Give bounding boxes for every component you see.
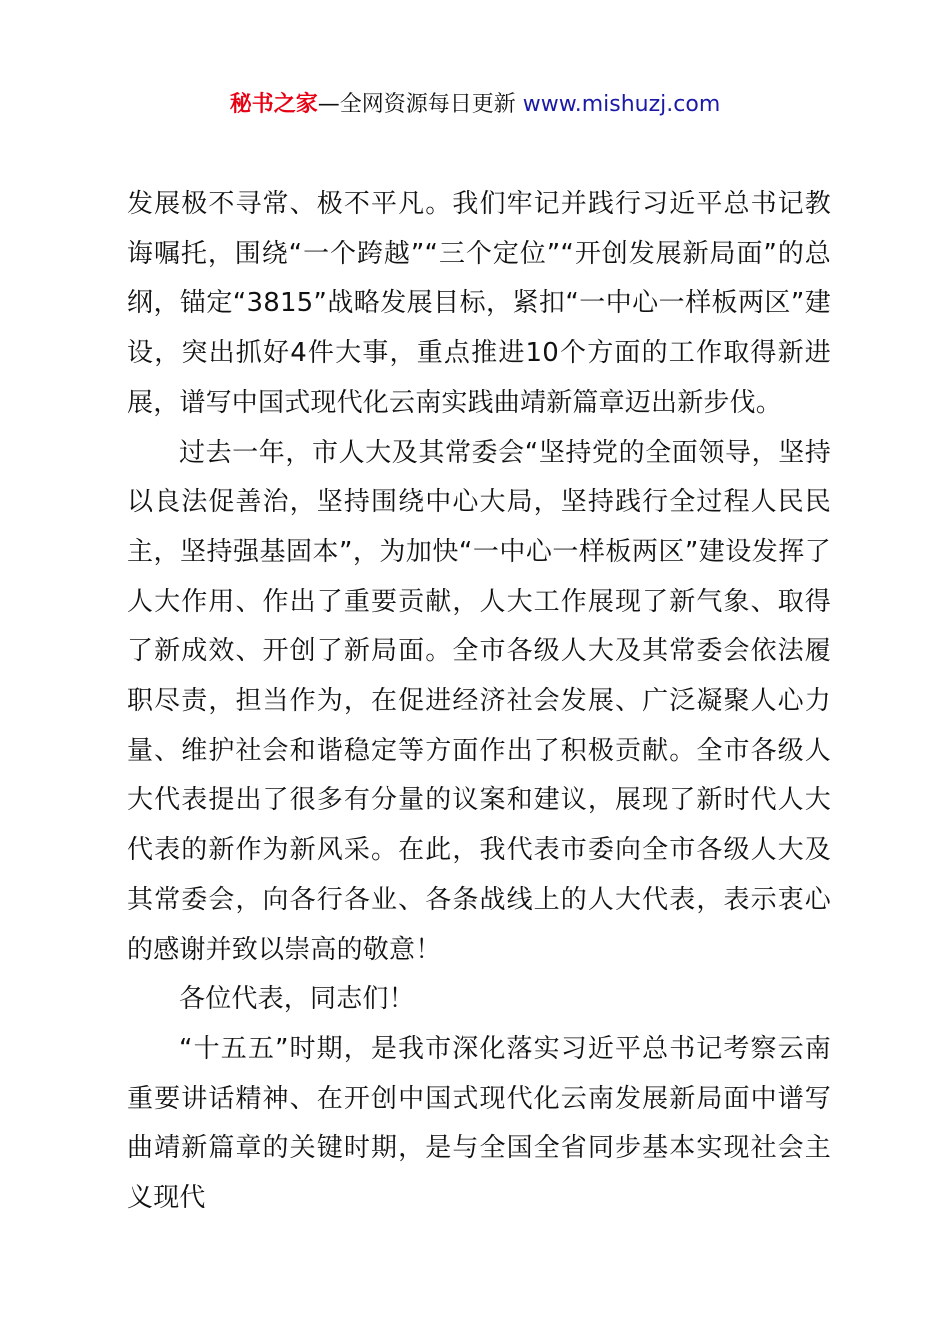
document-body (127, 180, 831, 1224)
paragraph-2: 过去一年，市人大及其常委会“坚持党的全面领导，坚持以良法促善治，坚持围绕中心大局，坚持践行全过程人民民主，坚持强基固本”，为加快“一中心一样板两区”建设发挥了人大作用、作出了重要贡献，人大工作展现了新气象、取得了新成效、开创了新局面。全市各级人大及其常委会依法履职尽责，担当作为，在促进经济社会发展、广泛凝聚人心力量、维护社会和谐稳定等方面作出了积极贡献。全市各级人大代表提出了很多有分量的议案和建议，展现了新时代人大代表的新作为新风采。在此，我代表市委向全市各级人大及其常委会，向各行各业、各条战线上的人大代表，表示衷心的感谢并致以崇高的敬意！ (127, 437, 831, 965)
paragraph-3: 各位代表，同志们！ (179, 984, 415, 1015)
page-header (0, 88, 950, 122)
website-link[interactable]: www.mishuzj.com (522, 92, 721, 117)
brand-name: 秘书之家 (229, 92, 318, 117)
paragraph-4: “十五五”时期，是我市深化落实习近平总书记考察云南重要讲话精神、在开创中国式现代化云南发展新局面中谱写曲靖新篇章的关键时期，是与全国全省同步基本实现社会主义现代 (127, 1033, 831, 1214)
header-tagline: —全网资源每日更新 (317, 92, 516, 117)
paragraph-1: 发展极不寻常、极不平凡。我们牢记并践行习近平总书记教诲嘱托，围绕“一个跨越”“三个定位”“开创发展新局面”的总纲，锚定“3815”战略发展目标，紧扣“一中心一样板两区”建设，突出抓好4件大事，重点推进10个方面的工作取得新进展，谱写中国式现代化云南实践曲靖新篇章迈出新步伐。 (127, 189, 831, 418)
